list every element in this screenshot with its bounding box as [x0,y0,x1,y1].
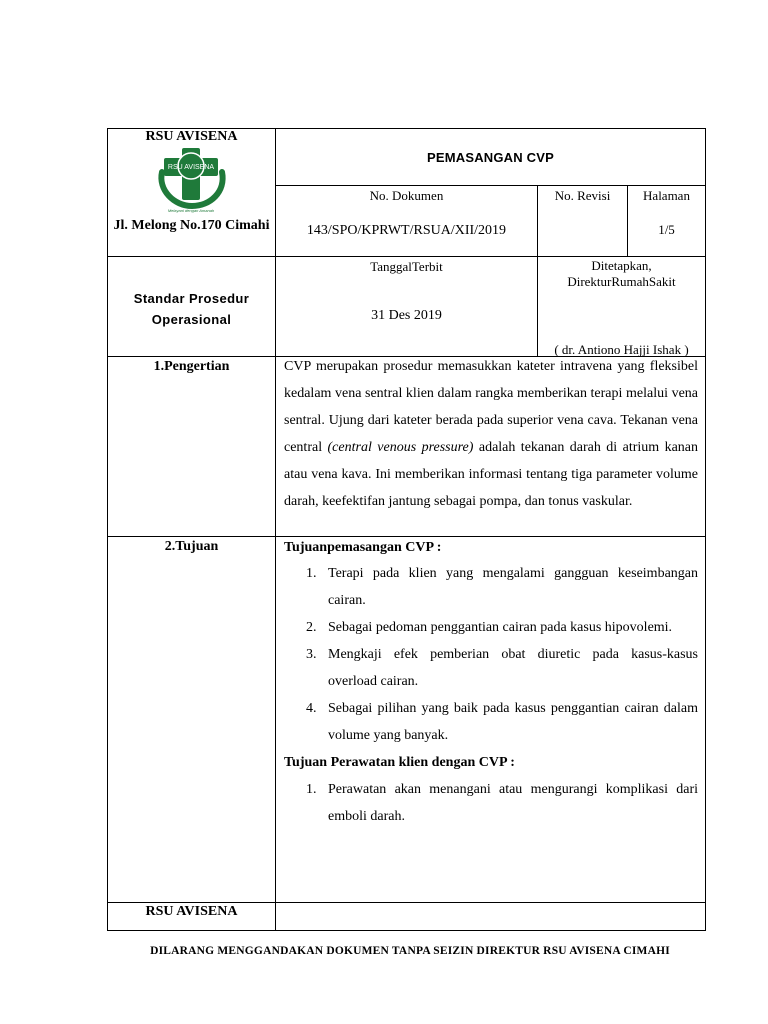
table-border-bottom [107,930,706,931]
list-item: 4. Sebagai pilihan yang baik pada kasus penggantian cairan dalam volume yang banyak. [306,701,698,743]
tujuan-content [284,538,698,830]
footer-note: DILARANG MENGGANDAKAN DOKUMEN TANPA SEIZIN DIREKTUR RSU AVISENA CIMAHI [150,945,670,957]
hospital-name: RSU AVISENA [145,129,238,144]
direktur-label: DirekturRumahSakit [567,274,676,289]
ditetapkan-block [538,258,705,290]
table-column-divider [275,128,276,930]
no-dokumen-label: No. Dokumen [369,188,444,203]
ditetapkan-label: Ditetapkan, [591,258,652,273]
tujuan-perawatan-heading: Tujuan Perawatan klien dengan CVP : [284,755,515,770]
footer-hospital-name: RSU AVISENA [145,904,238,919]
list-item: 3. Mengkaji efek pemberian obat diuretic pada kasus-kasus overload cairan. [306,647,698,689]
tujuan-label: 2.Tujuan [164,539,219,554]
list-item: 1. Perawatan akan menangani atau mengurangi komplikasi dari emboli darah. [306,782,698,824]
pengertian-text [284,353,698,515]
document-title: PEMASANGAN CVP [426,150,555,165]
halaman-value: 1/5 [658,222,675,237]
tujuan-pemasangan-heading: Tujuanpemasangan CVP : [284,540,442,555]
rsu-avisena-logo-icon [150,146,232,214]
list-item: 1. Terapi pada klien yang mengalami gangguan keseimbangan cairan. [306,566,698,608]
tujuan-pemasangan-list [284,560,698,749]
hospital-address: Jl. Melong No.170 Cimahi [113,218,270,233]
spo-title [108,288,275,330]
table-border-right [705,128,706,930]
no-dokumen-value: 143/SPO/KPRWT/RSUA/XII/2019 [306,223,507,238]
hospital-logo [150,146,232,214]
pengertian-label: 1.Pengertian [153,359,230,374]
pengertian-text-italic: (central venous pressure) [327,440,474,455]
table-border-left [107,128,108,930]
tanggal-terbit-label: TanggalTerbit [370,259,443,274]
table-divider-pengertian [107,536,706,537]
logo-text: RSU AVISENA [167,164,215,171]
no-revisi-label: No. Revisi [554,188,611,203]
table-divider-header [107,256,706,257]
tanggal-terbit-value: 31 Des 2019 [371,308,442,323]
table-divider-doc-info [275,185,706,186]
logo-tagline: Melayani dengan Amanah [167,208,215,213]
list-item: 2. Sebagai pedoman penggantian cairan pada kasus hipovolemi. [306,620,673,635]
signatory-name: ( dr. Antiono Hajji Ishak ) [554,342,689,357]
pengertian-text-b: adalah tekanan darah di atrium kanan atau vena kava. Ini memberikan informasi tentang tiga parameter volume darah, keefektifan jantung sebagai pompa, dan tonus vaskular. [284,440,698,509]
pengertian-text-a: CVP merupakan prosedur memasukkan kateter intravena yang fleksibel kedalam vena sentral klien dalam rangka memberikan terapi melalui vena sentral. Ujung dari kateter berada pada superior vena cava. Tekanan vena central [284,359,698,455]
table-divider-tujuan [107,902,706,903]
tujuan-perawatan-list [284,776,698,830]
spo-title-line2: Operasional [151,312,232,327]
spo-title-line1: Standar Prosedur [133,291,250,306]
halaman-label: Halaman [643,188,690,203]
